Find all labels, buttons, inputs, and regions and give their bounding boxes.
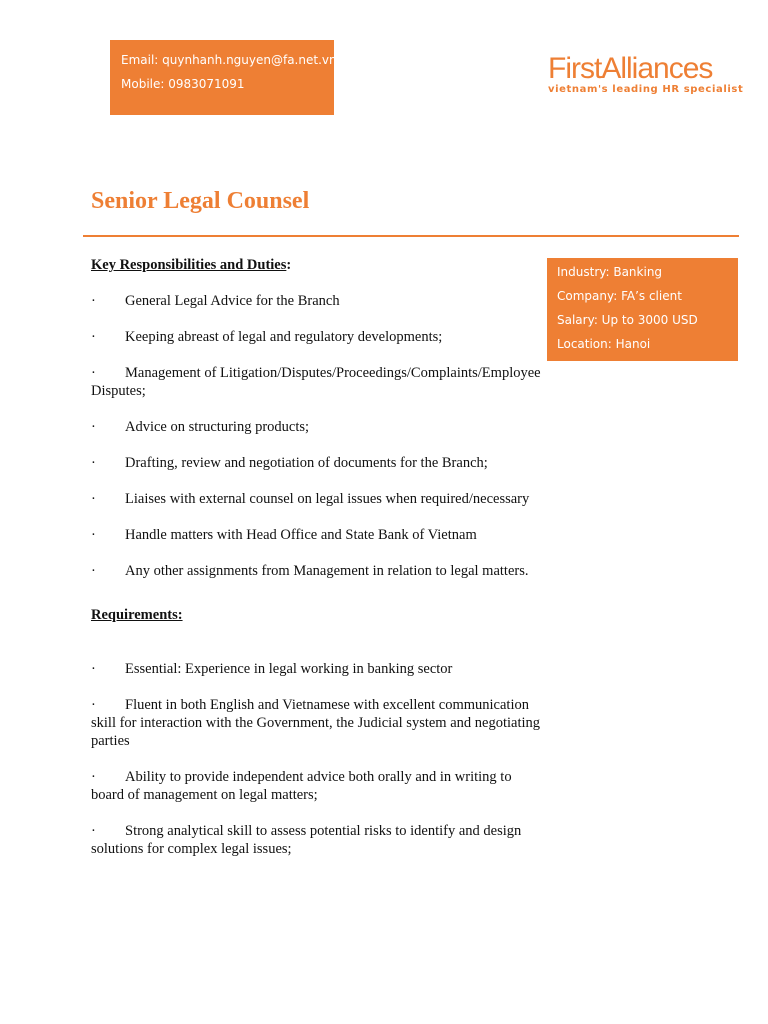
- page-title: Senior Legal Counsel: [91, 188, 310, 214]
- list-item: · Handle matters with Head Office and State Bank of Vietnam: [91, 527, 477, 543]
- contact-mobile: Mobile: 0983071091: [121, 77, 245, 91]
- bullet-icon: ·: [91, 697, 96, 713]
- list-item: · Fluent in both English and Vietnamese with excellent communication skill for interaction with the Government, the Judicial system and negotiating parties: [91, 697, 540, 749]
- list-item: · Management of Litigation/Disputes/Proceedings/Complaints/Employee Disputes;: [91, 365, 541, 399]
- bullet-icon: ·: [91, 419, 96, 435]
- bullet-icon: ·: [91, 329, 96, 345]
- job-industry: Industry: Banking: [557, 265, 663, 279]
- bullet-icon: ·: [91, 365, 96, 381]
- requirements-list: [91, 660, 541, 858]
- responsibilities-list: [91, 292, 541, 580]
- title-divider: [83, 235, 739, 237]
- firstalliances-logo: [548, 52, 744, 95]
- job-salary: Salary: Up to 3000 USD: [557, 313, 698, 327]
- list-item: · Keeping abreast of legal and regulatory developments;: [91, 329, 443, 345]
- bullet-icon: ·: [91, 769, 96, 785]
- bullet-icon: ·: [91, 661, 96, 677]
- contact-box: [110, 40, 337, 115]
- job-description: [91, 256, 541, 858]
- logo-tagline: vietnam's leading HR specialist: [548, 84, 744, 95]
- list-item: · Liaises with external counsel on legal issues when required/necessary: [91, 491, 530, 507]
- list-item: · Ability to provide independent advice both orally and in writing to board of management on legal matters;: [91, 769, 512, 803]
- responsibilities-heading: Key Responsibilities and Duties:: [91, 257, 292, 273]
- bullet-icon: ·: [91, 823, 96, 839]
- list-item: · Advice on structuring products;: [91, 419, 310, 435]
- job-location: Location: Hanoi: [557, 337, 651, 351]
- job-info-box: [547, 258, 738, 361]
- bullet-icon: ·: [91, 527, 96, 543]
- list-item: · Strong analytical skill to assess potential risks to identify and design solutions for complex legal issues;: [91, 823, 522, 857]
- job-company: Company: FA’s client: [557, 289, 682, 303]
- list-item: · Essential: Experience in legal working in banking sector: [91, 661, 453, 677]
- bullet-icon: ·: [91, 455, 96, 471]
- requirements-heading: Requirements:: [91, 607, 183, 623]
- logo-wordmark: FirstAlliances: [548, 52, 713, 85]
- bullet-icon: ·: [91, 563, 96, 579]
- list-item: · Drafting, review and negotiation of documents for the Branch;: [91, 455, 488, 471]
- bullet-icon: ·: [91, 491, 96, 507]
- contact-email[interactable]: Email: quynhanh.nguyen@fa.net.vn: [121, 53, 337, 67]
- bullet-icon: ·: [91, 293, 96, 309]
- list-item: · General Legal Advice for the Branch: [91, 293, 340, 309]
- list-item: · Any other assignments from Management in relation to legal matters.: [91, 563, 529, 579]
